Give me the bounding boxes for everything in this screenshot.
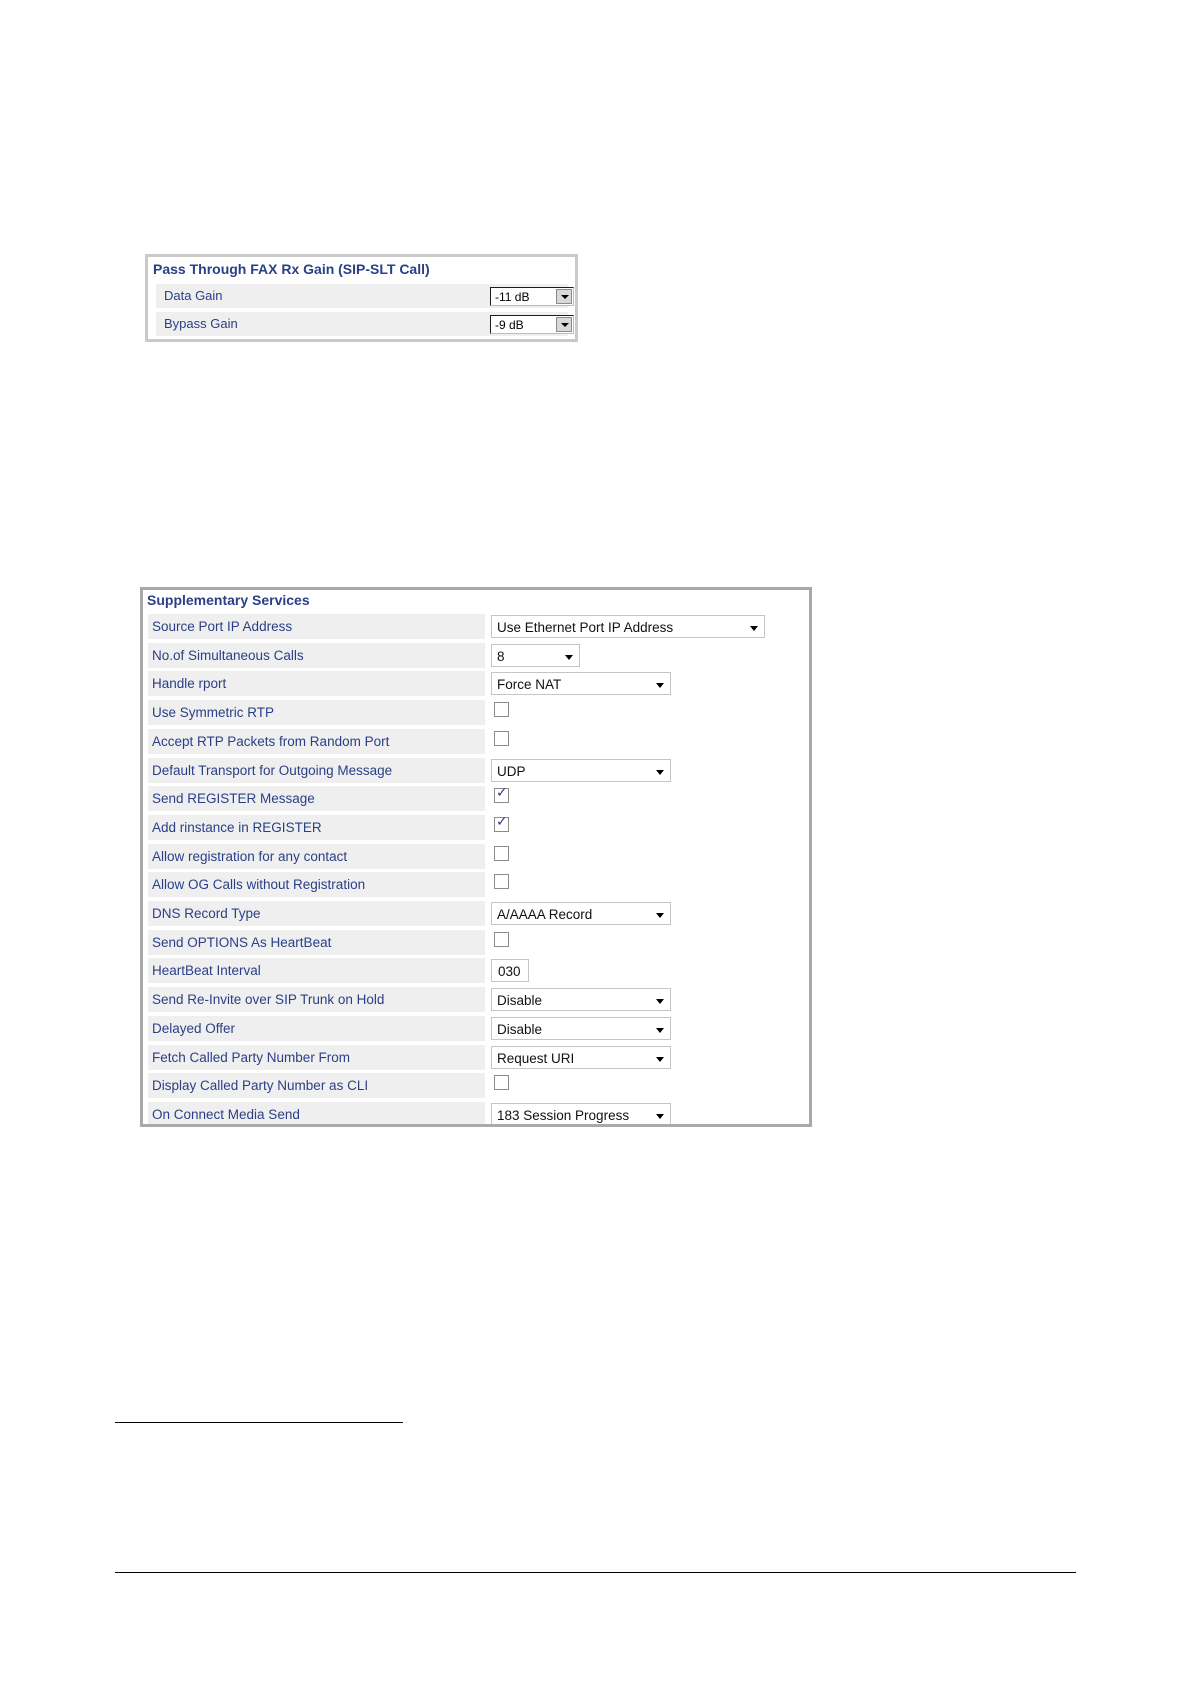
select-value: Request URI xyxy=(497,1050,575,1066)
setting-row-on-connect-media-send xyxy=(148,1102,803,1127)
setting-label-cell xyxy=(148,786,485,811)
setting-row-allow-og-calls-without-registration xyxy=(148,872,803,899)
setting-row-no-of-simultaneous-calls xyxy=(148,643,803,670)
setting-label: No.of Simultaneous Calls xyxy=(152,647,304,663)
chevron-down-icon xyxy=(656,683,664,688)
setting-row-default-transport-for-outgoing-message xyxy=(148,758,803,785)
delayed-offer-select[interactable] xyxy=(491,1017,671,1040)
select-value: UDP xyxy=(497,763,526,779)
chevron-down-icon xyxy=(656,1028,664,1033)
setting-label-cell xyxy=(148,1102,485,1127)
bypass-gain-row xyxy=(156,312,568,336)
setting-label: Add rinstance in REGISTER xyxy=(152,819,322,835)
setting-label-cell xyxy=(148,1016,485,1041)
select-value: Disable xyxy=(497,993,543,1009)
data-gain-label: Data Gain xyxy=(164,288,223,303)
fax-panel-title: Pass Through FAX Rx Gain (SIP-SLT Call) xyxy=(153,261,430,277)
setting-row-send-options-as-heartbeat xyxy=(148,930,803,957)
add-rinstance-in-register-checkbox[interactable] xyxy=(494,817,509,832)
send-options-as-heartbeat-checkbox[interactable] xyxy=(494,932,509,947)
supplementary-services-title: Supplementary Services xyxy=(147,592,310,608)
setting-control-cell xyxy=(488,815,803,840)
select-value: Disable xyxy=(497,1021,543,1037)
setting-label-cell xyxy=(148,729,485,754)
setting-control-cell xyxy=(488,872,803,897)
use-symmetric-rtp-checkbox[interactable] xyxy=(494,702,509,717)
setting-row-add-rinstance-in-register xyxy=(148,815,803,842)
setting-label: Source Port IP Address xyxy=(152,619,293,634)
setting-control-cell xyxy=(488,930,803,955)
setting-row-fetch-called-party-number-from xyxy=(148,1045,803,1072)
setting-row-accept-rtp-packets-from-random-port xyxy=(148,729,803,756)
setting-control-cell xyxy=(488,1016,803,1041)
setting-control-cell xyxy=(488,643,803,668)
chevron-down-icon xyxy=(656,770,664,775)
setting-row-source-port-ip-address xyxy=(148,614,803,641)
setting-control-cell xyxy=(488,1102,803,1127)
supplementary-services-panel xyxy=(140,587,812,1127)
input-value: 030 xyxy=(498,964,521,980)
footnote-rule xyxy=(115,1422,403,1423)
select-value: Force NAT xyxy=(497,677,562,693)
chevron-down-icon[interactable] xyxy=(556,289,572,304)
data-gain-select[interactable] xyxy=(490,287,574,306)
setting-label-cell xyxy=(148,872,485,897)
setting-control-cell xyxy=(488,786,803,811)
send-re-invite-over-sip-trunk-on-hold-select[interactable] xyxy=(491,988,671,1011)
allow-registration-for-any-contact-checkbox[interactable] xyxy=(494,846,509,861)
setting-label: Send REGISTER Message xyxy=(152,791,315,807)
display-called-party-number-as-cli-checkbox[interactable] xyxy=(494,1075,509,1090)
setting-label: Default Transport for Outgoing Message xyxy=(152,762,393,778)
setting-row-send-re-invite-over-sip-trunk-on-hold xyxy=(148,987,803,1014)
bypass-gain-value: -9 dB xyxy=(495,318,524,332)
setting-control-cell xyxy=(488,901,803,926)
select-value: A/AAAA Record xyxy=(497,907,593,922)
setting-label-cell xyxy=(148,958,485,983)
chevron-down-icon xyxy=(565,655,573,660)
setting-row-heartbeat-interval xyxy=(148,958,803,985)
select-value: 8 xyxy=(497,648,505,664)
setting-control-cell xyxy=(488,1073,803,1098)
accept-rtp-packets-from-random-port-checkbox[interactable] xyxy=(494,731,509,746)
bypass-gain-label: Bypass Gain xyxy=(164,316,238,331)
setting-label-cell xyxy=(148,1073,485,1098)
setting-label-cell xyxy=(148,758,485,783)
data-gain-row xyxy=(156,284,568,308)
setting-control-cell xyxy=(488,844,803,869)
source-port-ip-address-select[interactable] xyxy=(491,615,765,638)
no-of-simultaneous-calls-select[interactable] xyxy=(491,644,580,667)
setting-label: Use Symmetric RTP xyxy=(152,705,275,721)
setting-row-dns-record-type xyxy=(148,901,803,928)
handle-rport-select[interactable] xyxy=(491,672,671,695)
setting-row-display-called-party-number-as-cli xyxy=(148,1073,803,1100)
chevron-down-icon xyxy=(750,626,758,631)
setting-label: Delayed Offer xyxy=(152,1020,236,1036)
setting-label: HeartBeat Interval xyxy=(152,963,261,979)
chevron-down-icon xyxy=(656,913,664,918)
setting-control-cell xyxy=(488,729,803,754)
setting-label: DNS Record Type xyxy=(152,906,261,921)
setting-label: Send Re-Invite over SIP Trunk on Hold xyxy=(152,992,385,1008)
setting-label-cell xyxy=(148,700,485,725)
setting-label: On Connect Media Send xyxy=(152,1106,300,1122)
allow-og-calls-without-registration-checkbox[interactable] xyxy=(494,874,509,889)
setting-label-cell xyxy=(148,901,485,926)
setting-label-cell xyxy=(148,1045,485,1070)
select-value: Use Ethernet Port IP Address xyxy=(497,620,674,635)
setting-row-send-register-message xyxy=(148,786,803,813)
setting-label: Send OPTIONS As HeartBeat xyxy=(152,934,332,950)
setting-label-cell xyxy=(148,987,485,1012)
setting-row-delayed-offer xyxy=(148,1016,803,1043)
setting-label-cell xyxy=(148,930,485,955)
setting-label: Display Called Party Number as CLI xyxy=(152,1078,369,1094)
chevron-down-icon xyxy=(656,1114,664,1119)
bypass-gain-select[interactable] xyxy=(490,315,574,334)
setting-row-use-symmetric-rtp xyxy=(148,700,803,727)
setting-row-handle-rport xyxy=(148,671,803,698)
setting-control-cell xyxy=(488,958,803,983)
setting-control-cell xyxy=(488,614,803,639)
setting-label: Fetch Called Party Number From xyxy=(152,1049,351,1065)
setting-control-cell xyxy=(488,1045,803,1070)
setting-label-cell xyxy=(148,815,485,840)
fetch-called-party-number-from-select[interactable] xyxy=(491,1046,671,1069)
setting-label-cell xyxy=(148,671,485,696)
data-gain-value: -11 dB xyxy=(495,290,530,304)
setting-label-cell xyxy=(148,844,485,869)
setting-control-cell xyxy=(488,700,803,725)
setting-label: Allow registration for any contact xyxy=(152,848,348,864)
default-transport-for-outgoing-message-select[interactable] xyxy=(491,759,671,782)
fax-rx-gain-panel xyxy=(145,254,578,342)
chevron-down-icon xyxy=(656,1057,664,1062)
heartbeat-interval-input[interactable] xyxy=(491,959,529,982)
send-register-message-checkbox[interactable] xyxy=(494,788,509,803)
setting-control-cell xyxy=(488,758,803,783)
on-connect-media-send-select[interactable] xyxy=(491,1103,671,1126)
chevron-down-icon[interactable] xyxy=(556,317,572,332)
setting-label-cell xyxy=(148,614,485,639)
footer-rule xyxy=(115,1572,1076,1573)
setting-label: Allow OG Calls without Registration xyxy=(152,877,366,893)
setting-label: Handle rport xyxy=(152,676,227,692)
setting-control-cell xyxy=(488,987,803,1012)
setting-row-allow-registration-for-any-contact xyxy=(148,844,803,871)
setting-label-cell xyxy=(148,643,485,668)
chevron-down-icon xyxy=(656,999,664,1004)
setting-control-cell xyxy=(488,671,803,696)
dns-record-type-select[interactable] xyxy=(491,902,671,925)
select-value: 183 Session Progress xyxy=(497,1107,630,1123)
setting-label: Accept RTP Packets from Random Port xyxy=(152,733,390,749)
